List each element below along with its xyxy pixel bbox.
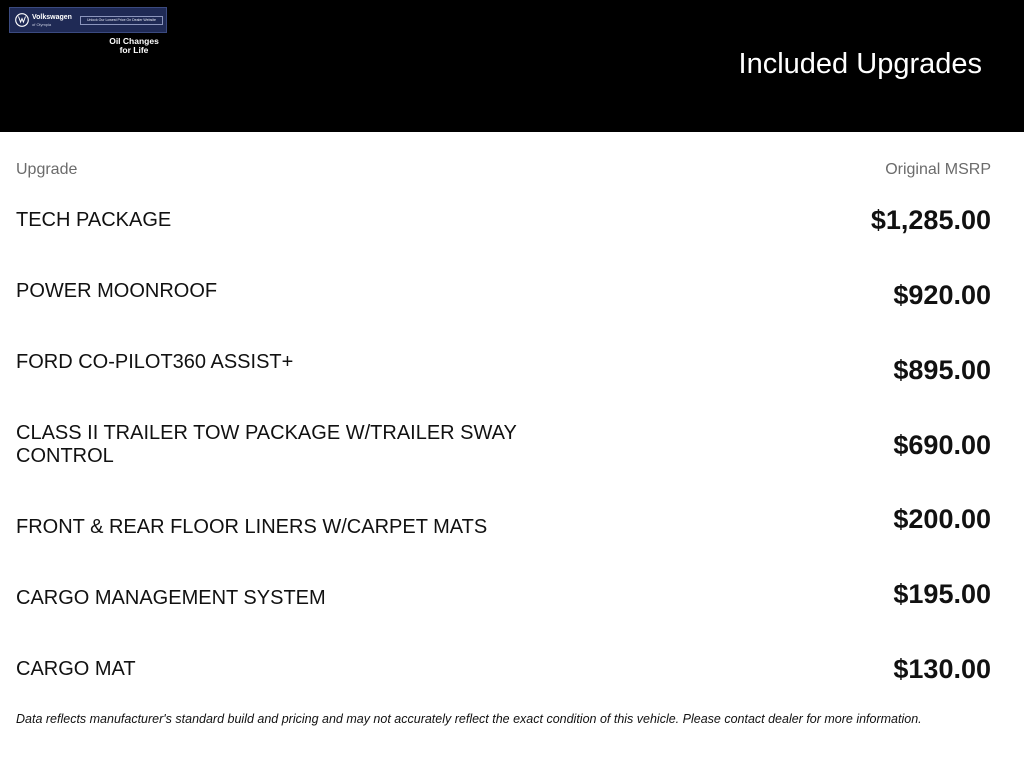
upgrade-name: CLASS II TRAILER TOW PACKAGE W/TRAILER SWAY CONTROL <box>16 422 517 467</box>
table-row <box>0 422 1024 497</box>
logo-brand-text: Volkswagen <box>32 14 72 21</box>
volkswagen-logo-icon <box>15 13 29 27</box>
upgrade-name: CARGO MANAGEMENT SYSTEM <box>16 587 326 609</box>
tagline-line1: Oil Changes <box>109 36 159 46</box>
table-row <box>0 205 1024 284</box>
logo-brand-subtext: of Olympia <box>32 22 52 27</box>
upgrade-price: $200.00 <box>893 504 991 534</box>
oil-changes-tagline <box>99 37 169 55</box>
upgrade-name: TECH PACKAGE <box>16 209 172 231</box>
dealer-logo-banner[interactable] <box>9 7 167 33</box>
table-row <box>0 579 1024 662</box>
column-header-upgrade: Upgrade <box>16 161 78 178</box>
table-row <box>0 280 1024 355</box>
logo-cta-text: Unlock Our Lowest Price On Dealer Website <box>80 16 163 25</box>
upgrade-price: $195.00 <box>893 579 991 609</box>
upgrade-price: $895.00 <box>893 355 991 385</box>
tagline-line2: for Life <box>119 45 149 55</box>
upgrade-price: $130.00 <box>893 654 991 684</box>
table-row <box>0 351 1024 426</box>
upgrade-price: $920.00 <box>893 280 991 310</box>
upgrade-name: CARGO MAT <box>16 658 136 680</box>
upgrade-price: $1,285.00 <box>870 205 991 235</box>
table-row <box>0 504 1024 591</box>
header-bar <box>0 0 1024 132</box>
upgrade-name: POWER MOONROOF <box>16 280 218 302</box>
column-header-msrp: Original MSRP <box>885 161 991 178</box>
upgrade-name: FRONT & REAR FLOOR LINERS W/CARPET MATS <box>16 516 488 538</box>
upgrade-name: FORD CO-PILOT360 ASSIST+ <box>16 351 294 373</box>
page-title: Included Upgrades <box>738 48 982 80</box>
disclaimer-text: Data reflects manufacturer's standard build and pricing and may not accurately reflect the exact condition of this vehicle. Please contact dealer for more information. <box>16 712 922 726</box>
upgrade-price: $690.00 <box>893 430 991 460</box>
